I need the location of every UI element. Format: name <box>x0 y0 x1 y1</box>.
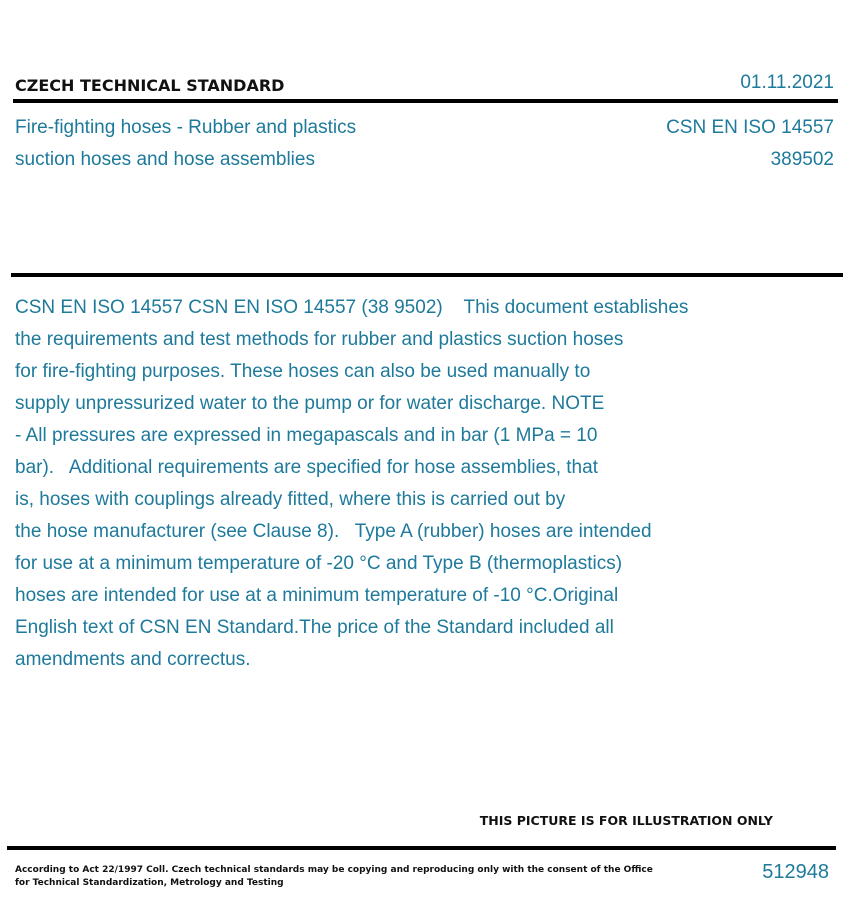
standard-code: CSN EN ISO 14557 <box>666 117 834 138</box>
abstract-line: English text of CSN EN Standard.The price of the Standard included all <box>15 617 614 638</box>
standard-title-line-2: suction hoses and hose assemblies <box>15 149 315 170</box>
abstract-line: hoses are intended for use at a minimum temperature of -10 °C.Original <box>15 585 619 606</box>
illustration-disclaimer: THIS PICTURE IS FOR ILLUSTRATION ONLY <box>479 813 773 828</box>
abstract-line: for fire-fighting purposes. These hoses can also be used manually to <box>15 361 591 382</box>
header-divider <box>13 99 838 103</box>
document-id: 512948 <box>762 861 829 883</box>
abstract-line: bar). Additional requirements are specified for hose assemblies, that <box>15 457 598 478</box>
legal-notice-line-2: for Technical Standardization, Metrology and Testing <box>15 878 284 888</box>
abstract-line: the hose manufacturer (see Clause 8). Type A (rubber) hoses are intended <box>15 521 652 542</box>
legal-notice-line-1: According to Act 22/1997 Coll. Czech technical standards may be copying and reproducing only with the consent of the Office <box>15 865 653 875</box>
document-type-heading: CZECH TECHNICAL STANDARD <box>15 76 285 95</box>
classification-number: 389502 <box>770 149 834 170</box>
footer-divider <box>7 846 836 850</box>
legal-notice <box>15 864 653 890</box>
abstract-line: amendments and correctus. <box>15 649 251 670</box>
abstract-line: supply unpressurized water to the pump or for water discharge. NOTE <box>15 393 605 414</box>
abstract-line: CSN EN ISO 14557 CSN EN ISO 14557 (38 9502) This document establishes <box>15 297 689 318</box>
standard-abstract <box>15 292 805 676</box>
abstract-line: the requirements and test methods for rubber and plastics suction hoses <box>15 329 624 350</box>
abstract-line: - All pressures are expressed in megapascals and in bar (1 MPa = 10 <box>15 425 598 446</box>
standard-title-line-1: Fire-fighting hoses - Rubber and plastics <box>15 117 357 138</box>
title-divider <box>11 273 843 277</box>
abstract-line: is, hoses with couplings already fitted, where this is carried out by <box>15 489 566 510</box>
publication-date: 01.11.2021 <box>740 72 834 93</box>
abstract-line: for use at a minimum temperature of -20 °C and Type B (thermoplastics) <box>15 553 623 574</box>
